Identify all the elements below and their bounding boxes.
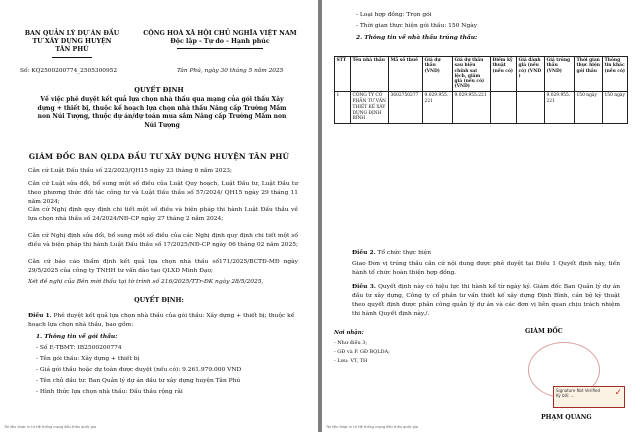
cell-other-info: 150 ngày bbox=[603, 91, 628, 124]
article-2-text: Tổ chức thực hiện bbox=[377, 250, 432, 256]
signer-title: GIÁM ĐỐC bbox=[525, 328, 563, 335]
checkmark-icon: ✓ bbox=[614, 388, 622, 398]
preamble-2: Căn cứ Luật sửa đổi, bổ sung một số điều của Luật Quy hoạch, Luật Đầu tư, Luật Đầu tư theo phương thức đối tác công tư và Luật Đấu thầu số 57/2024/ QH15 ngày 29 tháng 11 năm 2024; bbox=[28, 181, 298, 206]
director-title: GIÁM ĐỐC BAN QLDA ĐẦU TƯ XÂY DỰNG HUYỆN TÂN PHÚ bbox=[28, 152, 290, 161]
recipient-1: - Như điều 3; bbox=[334, 340, 368, 346]
document-header bbox=[20, 30, 304, 58]
article-3-text: Quyết định này có hiệu lực thi hành kể từ ngày ký. Giám đốc Ban Quản lý dự án đầu tư xây dựng, Công ty cổ phần tư vấn thiết kế xây dựng Định Bình, cán bộ kỹ thuật theo quyết định được phân công quản lý dự án và các đơn vị liên quan chịu trách nhiệm thi hành Quyết định này./. bbox=[352, 284, 621, 318]
article-1-text: Phê duyệt kết quả lựa chọn nhà thầu của gói thầu: Xây dựng + thiết bị; thuộc kế hoạch lựa chọn nhà thầu, bao gồm: bbox=[28, 313, 295, 329]
decision-subtitle: Về việc phê duyệt kết quả lựa chọn nhà thầu qua mạng của gói thầu Xây dựng + thiết bị, thuộc kế hoạch lựa chọn nhà thầu Nâng cấp Trường Mầm non Núi Tượng, thuộc dự án/dự toán mua sắm Nâng cấp Trường Mầm non Núi Tượng bbox=[37, 96, 287, 130]
preamble-6: Xét đề nghị của Bên mời thầu tại tờ trình số 216/2025/TTr-ĐK ngày 28/5/2025, bbox=[28, 279, 264, 285]
col-tech-score: Điểm kỹ thuật (nếu có) bbox=[491, 57, 517, 92]
col-tax-code: Mã số thuế bbox=[389, 57, 423, 92]
col-other-info: Thông tin khác (nếu có) bbox=[603, 57, 628, 92]
col-adjusted-price: Giá dự thầu sau hiệu chỉnh sai lệch, giảm giá (nếu có) (VND) bbox=[453, 57, 491, 92]
cell-bid-price: 9.029.955.221 bbox=[423, 91, 453, 124]
motto-underline bbox=[177, 48, 263, 49]
digital-signature-box bbox=[553, 386, 625, 408]
bullet-selection-method: - Hình thức lựa chọn nhà thầu: Đấu thầu rộng rãi bbox=[36, 389, 183, 395]
article-2-body: Giao Đơn vị trúng thầu căn cứ nội dung được phê duyệt tại Điều 1 Quyết định này, tiến hành tổ chức hoàn thiện hợp đồng. bbox=[352, 261, 620, 277]
cell-stt: 1 bbox=[335, 91, 351, 124]
recipient-3: - Lưu: VT, TH bbox=[334, 358, 368, 364]
bullet-investor: - Tên chủ đầu tư: Ban Quản lý dự án đầu tư xây dựng huyện Tân Phú bbox=[36, 378, 241, 384]
decision-title: QUYẾT ĐỊNH bbox=[134, 86, 184, 94]
article-1 bbox=[28, 311, 298, 330]
preamble-4: Căn cứ Nghị định sửa đổi, bổ sung một số điều của các Nghị định quy định chi tiết một số điều và biện pháp thi hành Luật Đấu thầu số 17/2025/NĐ-CP ngày 06 tháng 02 năm 2025; bbox=[28, 233, 298, 249]
cell-tech-score bbox=[491, 91, 517, 124]
preamble-1: Căn cứ Luật Đấu thầu số 22/2023/QH15 ngày 23 tháng 6 năm 2023; bbox=[28, 168, 232, 174]
agency-underline bbox=[52, 57, 92, 58]
cell-winning-price: 9.029.955.221 bbox=[545, 91, 575, 124]
table-header-row bbox=[335, 57, 628, 92]
article-1-label: Điều 1. bbox=[28, 312, 52, 319]
page-1-footer: Tài liệu được in từ Hệ thống mạng đấu thầu quốc gia bbox=[4, 425, 97, 429]
col-bidder-name: Tên nhà thầu bbox=[351, 57, 389, 92]
bullet-package-name: - Tên gói thầu: Xây dựng + thiết bị bbox=[36, 356, 140, 362]
winning-bidder-table bbox=[334, 56, 628, 124]
recipients-label: Nơi nhận: bbox=[334, 330, 364, 336]
col-bid-price: Giá dự thầu (VND) bbox=[423, 57, 453, 92]
cell-adjusted-price: 9.029.955.221 bbox=[453, 91, 491, 124]
execution-time: - Thời gian thực hiện gói thầu: 150 Ngày bbox=[356, 23, 478, 29]
article-3-label: Điều 3. bbox=[352, 283, 376, 290]
agency-name: BAN QUẢN LÝ DỰ ÁN ĐẦU TƯ XÂY DỰNG HUYỆN TÂN PHÚ bbox=[20, 30, 124, 58]
page-2 bbox=[322, 0, 640, 432]
cell-eval-price bbox=[517, 91, 545, 124]
signature-status: Signature Not Verified bbox=[556, 388, 601, 393]
col-stt: STT bbox=[335, 57, 351, 92]
national-title bbox=[136, 30, 304, 58]
contract-type: - Loại hợp đồng: Trọn gói bbox=[356, 12, 432, 18]
article-2-label: Điều 2. bbox=[352, 249, 376, 256]
col-winning-price: Giá trúng thầu (VND) bbox=[545, 57, 575, 92]
table-row bbox=[335, 91, 628, 124]
signature-signer-line: Ký bởi: ... bbox=[556, 393, 575, 398]
recipient-2: - GĐ và P. GĐ BQLDA; bbox=[334, 349, 390, 355]
bullet-package-price: - Giá gói thầu hoặc dự toán được duyệt (nếu có): 9.261.979.000 VND bbox=[36, 367, 242, 373]
date-line: Tân Phú, ngày 30 tháng 5 năm 2025 bbox=[177, 68, 284, 74]
article-2 bbox=[352, 248, 620, 258]
cell-bidder-name: CÔNG TY CỔ PHẦN TƯ VẤN THIẾT KẾ XÂY DỰNG ĐỊNH BÌNH bbox=[351, 91, 389, 124]
page-2-footer: Tài liệu được in từ Hệ thống mạng đấu thầu quốc gia bbox=[326, 425, 419, 429]
section-1-title: 1. Thông tin về gói thầu: bbox=[36, 333, 118, 340]
document-number: Số: KQ2500200774_2505300952 bbox=[20, 68, 118, 74]
country-name: CỘNG HOÀ XÃ HỘI CHỦ NGHĨA VIỆT NAM bbox=[143, 30, 297, 37]
cell-duration: 150 ngày bbox=[575, 91, 603, 124]
section-2-title: 2. Thông tin về nhà thầu trúng thầu: bbox=[356, 34, 478, 41]
signer-name: PHẠM QUANG bbox=[541, 414, 592, 421]
col-eval-price: Giá đánh giá (nếu có) (VND ) bbox=[517, 57, 545, 92]
col-duration: Thời gian thực hiện gói thầu bbox=[575, 57, 603, 92]
motto: Độc lập - Tự do - Hạnh phúc bbox=[170, 38, 270, 46]
decision-heading: QUYẾT ĐỊNH: bbox=[134, 297, 184, 304]
bullet-etbmt: - Số E-TBMT: IB2500200774 bbox=[36, 345, 122, 351]
page-1 bbox=[0, 0, 318, 432]
preamble-3: Căn cứ Nghị định quy định chi tiết một số điều và biện pháp thi hành Luật Đấu thầu về lựa chọn nhà thầu số 24/2024/NĐ-CP ngày 27 tháng 2 năm 2024; bbox=[28, 207, 298, 223]
article-3 bbox=[352, 282, 620, 320]
preamble-5: Căn cứ báo cáo thẩm định kết quả lựa chọn nhà thầu số171/2025/BCTĐ-MĐ ngày 29/5/2025 của công ty TNHH tư vấn đào tạo QLXD Minh Đạo; bbox=[28, 259, 298, 275]
cell-tax-code: 3602750277 bbox=[389, 91, 423, 124]
